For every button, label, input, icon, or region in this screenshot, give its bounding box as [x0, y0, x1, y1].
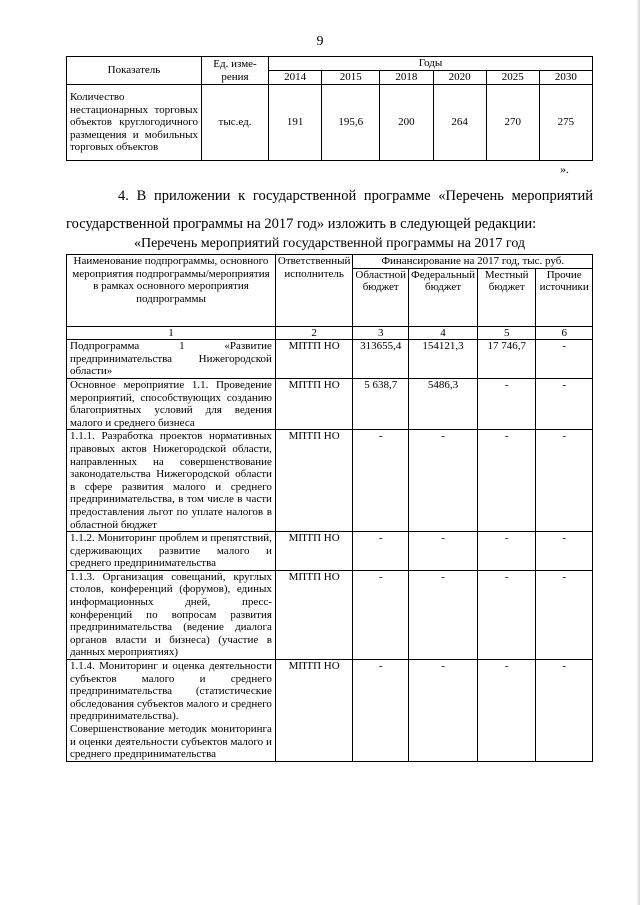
indicator-value: 270: [486, 85, 539, 161]
other-sources: -: [536, 660, 593, 762]
federal-budget: -: [409, 430, 478, 532]
federal-budget: 154121,3: [409, 340, 478, 379]
table-row: [67, 570, 593, 659]
federal-budget: -: [409, 570, 478, 659]
header-local: Местный бюджет: [478, 268, 536, 326]
other-sources: -: [536, 570, 593, 659]
table-row: [67, 430, 593, 532]
year-cell: 2030: [539, 71, 592, 85]
indicator-name: Количество нестационарных торговых объектов круглогодичного размещения и мобильных торговых объектов: [67, 85, 202, 161]
regional-budget: -: [353, 532, 409, 571]
indicator-value: 275: [539, 85, 592, 161]
federal-budget: -: [409, 532, 478, 571]
activity-name: 1.1.2. Мониторинг проблем и препятствий, сдерживающих развитие малого и среднего предпринимательства: [67, 532, 276, 571]
activity-name: 1.1.3. Организация совещаний, круглых столов, конференций (форумов), единых информационных дней, пресс-конференций по вопросам развития предпринимательства (ведение диалога органов власти и бизнеса) (участие в данных мероприятиях): [67, 570, 276, 659]
header-name: Наименование подпрограммы, основного мероприятия подпрограммы/мероприятия в рамках основного мероприятия подпрограммы: [67, 255, 276, 327]
indicator-value: 195,6: [322, 85, 380, 161]
header-years: Годы: [269, 57, 593, 71]
activity-name: 1.1.4. Мониторинг и оценка деятельности субъектов малого и среднего предпринимательства (статистические обследования субъектов малого и среднего предпринимательства). Совершенствование методик мониторинга и оценки деятельности субъектов малого и среднего предпринимательства: [67, 660, 276, 762]
column-number: 1: [67, 326, 276, 340]
activity-name: 1.1.1. Разработка проектов нормативных правовых актов Нижегородской области, направленных на совершенствование законодательства Нижегородской области в сфере развития малого и среднего предпринимательства, в том числе в части предоставления льгот по уплате налогов в областной бюджет: [67, 430, 276, 532]
responsible: МПТП НО: [275, 430, 352, 532]
header-regional: Областной бюджет: [353, 268, 409, 326]
other-sources: -: [536, 532, 593, 571]
local-budget: -: [478, 570, 536, 659]
other-sources: -: [536, 378, 593, 429]
indicator-unit: тыс.ед.: [202, 85, 269, 161]
indicator-table: [66, 56, 593, 161]
page-number: 9: [316, 34, 324, 49]
table-row: [67, 532, 593, 571]
header-indicator: Показатель: [67, 57, 202, 85]
other-sources: -: [536, 340, 593, 379]
indicator-value: 200: [380, 85, 433, 161]
body-paragraph: 4. В приложении к государственной программе «Перечень мероприятий государственной программы на 2017 год» изложить в следующей редакции:: [66, 188, 593, 232]
table-row: [67, 378, 593, 429]
column-number: 2: [275, 326, 352, 340]
year-cell: 2014: [269, 71, 322, 85]
column-number: 6: [536, 326, 593, 340]
activity-name: Основное мероприятие 1.1. Проведение мероприятий, способствующих созданию благоприятных условий для ведения малого и среднего бизнеса: [67, 378, 276, 429]
closing-quote: ».: [560, 162, 569, 176]
local-budget: -: [478, 660, 536, 762]
table-row: [67, 340, 593, 379]
year-cell: 2015: [322, 71, 380, 85]
regional-budget: -: [353, 660, 409, 762]
column-number: 4: [409, 326, 478, 340]
table-row: [67, 660, 593, 762]
header-unit: Ед. изме-рения: [202, 57, 269, 85]
local-budget: -: [478, 532, 536, 571]
indicator-value: 264: [433, 85, 486, 161]
year-cell: 2018: [380, 71, 433, 85]
responsible: МПТП НО: [275, 340, 352, 379]
local-budget: -: [478, 430, 536, 532]
header-federal: Федеральный бюджет: [409, 268, 478, 326]
regional-budget: -: [353, 430, 409, 532]
responsible: МПТП НО: [275, 532, 352, 571]
federal-budget: 5486,3: [409, 378, 478, 429]
federal-budget: -: [409, 660, 478, 762]
responsible: МПТП НО: [275, 660, 352, 762]
year-cell: 2020: [433, 71, 486, 85]
regional-budget: 313655,4: [353, 340, 409, 379]
local-budget: 17 746,7: [478, 340, 536, 379]
responsible: МПТП НО: [275, 570, 352, 659]
regional-budget: 5 638,7: [353, 378, 409, 429]
regional-budget: -: [353, 570, 409, 659]
activities-table: [66, 254, 593, 762]
activity-name: Подпрограмма 1 «Развитие предпринимательства Нижегородской области»: [67, 340, 276, 379]
scan-edge-shadow: [636, 0, 640, 905]
local-budget: -: [478, 378, 536, 429]
column-number: 5: [478, 326, 536, 340]
year-cell: 2025: [486, 71, 539, 85]
other-sources: -: [536, 430, 593, 532]
header-financing: Финансирование на 2017 год, тыс. руб.: [353, 255, 593, 269]
header-other: Прочие источники: [536, 268, 593, 326]
column-number: 3: [353, 326, 409, 340]
indicator-value: 191: [269, 85, 322, 161]
header-responsible: Ответственный исполнитель: [275, 255, 352, 327]
table2-title: «Перечень мероприятий государственной программы на 2017 год: [133, 236, 526, 251]
responsible: МПТП НО: [275, 378, 352, 429]
